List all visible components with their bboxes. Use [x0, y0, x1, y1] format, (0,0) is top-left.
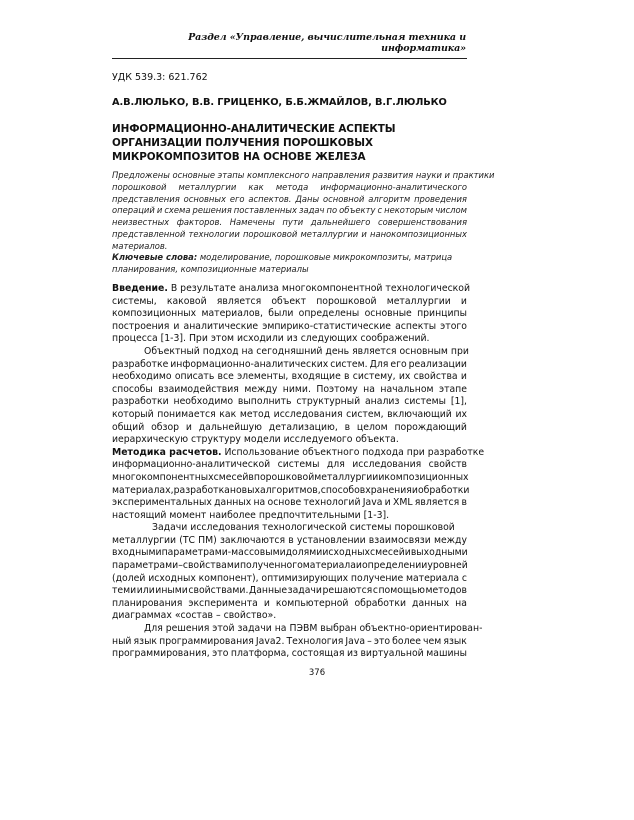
word: методов — [425, 585, 467, 597]
word: и — [156, 205, 163, 216]
word: с — [461, 572, 467, 584]
word: детализацию, — [268, 421, 338, 433]
word: виртуальной — [360, 648, 424, 660]
word: представленной — [112, 228, 186, 239]
body-line — [112, 296, 467, 309]
word: порошковой — [242, 228, 298, 239]
word: системы — [277, 459, 320, 471]
word: числом — [435, 205, 467, 216]
word: реализации — [408, 358, 467, 370]
word: полученного — [239, 560, 303, 572]
running-header: Раздел «Управление, вычислительная техника и информатика» — [188, 32, 466, 54]
word: неизвестных — [112, 217, 170, 228]
word: свойствами. — [188, 585, 249, 597]
word: более — [392, 635, 421, 647]
word: - — [227, 547, 232, 559]
word: аспекты — [395, 320, 437, 332]
word: является — [414, 497, 460, 509]
word: помощью — [378, 585, 425, 597]
word: все — [217, 371, 234, 383]
intro-label: Введение. — [112, 283, 168, 294]
word: металлургии — [178, 181, 237, 192]
word: разработка — [173, 484, 230, 496]
word: и — [460, 371, 467, 383]
word: Для — [369, 358, 389, 370]
word: их — [455, 408, 467, 420]
word: Java2. — [255, 635, 285, 647]
word: разработке — [112, 358, 169, 370]
body-line: процесса [1-3]. При этом исходили из следующих соображений. — [112, 333, 430, 345]
keywords-label: Ключевые слова: — [112, 252, 198, 262]
header-rule — [112, 58, 467, 59]
word: построения — [112, 320, 170, 332]
word: некоторым — [384, 205, 434, 216]
word: в — [344, 371, 350, 383]
word: язык — [443, 635, 467, 647]
body-line: Для решения этой задачи на ПЭВМ выбран объектно-ориентирован- — [144, 623, 483, 635]
word: ПМ) — [198, 534, 217, 546]
word: включающий — [387, 408, 452, 420]
body-line — [112, 359, 467, 372]
body-line — [112, 648, 467, 661]
word: – — [367, 635, 372, 647]
word: как — [219, 408, 237, 420]
word: в — [461, 497, 467, 509]
word: ними. — [282, 383, 311, 395]
keywords — [112, 252, 467, 276]
word: чем — [423, 635, 442, 647]
word: и — [460, 295, 467, 307]
word: решаются — [322, 585, 373, 597]
word: способов — [320, 484, 366, 496]
word: порождающий — [394, 421, 467, 433]
word: и — [411, 484, 418, 496]
word: и — [384, 497, 391, 509]
word: или — [136, 585, 155, 597]
word: установлении — [296, 534, 366, 546]
word: композиционных — [384, 471, 469, 483]
body-line — [112, 459, 467, 472]
word: исходных — [322, 547, 371, 559]
word: смесей — [213, 471, 249, 483]
word: аспектов. — [248, 193, 292, 204]
word: пути — [282, 217, 304, 228]
word: обработки — [354, 597, 406, 609]
word: операций — [112, 205, 155, 216]
word: экспериментальных — [112, 497, 212, 509]
word: начальном — [380, 383, 434, 395]
word: порошковой — [112, 181, 167, 192]
word: Поэтому — [316, 383, 358, 395]
word: системы, — [112, 295, 157, 307]
word: каковой — [166, 295, 207, 307]
word: анализ — [364, 396, 400, 408]
word: получение — [350, 572, 404, 584]
word: – — [178, 560, 183, 572]
word: эксперимента — [188, 597, 258, 609]
word: XML — [392, 497, 413, 509]
word: который — [112, 408, 154, 420]
abstract-line — [112, 217, 467, 229]
body-line — [112, 598, 467, 611]
word: информационно-аналитического — [320, 181, 467, 192]
word: с — [377, 205, 383, 216]
word: на — [455, 597, 467, 609]
word: планирования — [112, 597, 183, 609]
word: Java — [362, 497, 383, 509]
word: целом — [356, 421, 388, 433]
word: в — [344, 421, 351, 433]
word: (ТС — [179, 534, 196, 546]
title-line: ИНФОРМАЦИОННО-АНАЛИТИЧЕСКИЕ АСПЕКТЫ — [112, 123, 396, 135]
word: на — [363, 383, 375, 395]
word: основные — [364, 308, 412, 320]
word: системы — [404, 396, 446, 408]
word: порошковой — [316, 295, 377, 307]
body-line: иерархическую структуру модели исследуемого объекта. — [112, 434, 399, 446]
word: исследования — [352, 459, 422, 471]
word: входящие — [291, 371, 341, 383]
body-line — [112, 484, 470, 498]
word: по — [326, 205, 338, 216]
abstract-line: Предложены основные этапы комплексного направления развития науки и практики — [112, 170, 495, 180]
body-line: Задачи исследования технологической системы порошковой — [152, 522, 455, 534]
word: это — [212, 648, 229, 660]
word: с — [372, 585, 378, 597]
body-line — [112, 585, 467, 598]
word: металлургии — [112, 534, 177, 546]
abstract-line — [112, 194, 467, 206]
word: его — [390, 358, 407, 370]
word: свойства — [413, 371, 458, 383]
word: принципы — [417, 308, 467, 320]
word: Намечены — [229, 217, 275, 228]
body-line: настоящий момент наиболее предпочтительными [1-3]. — [112, 509, 390, 521]
word: и — [173, 320, 180, 332]
word: материалах, — [112, 484, 174, 496]
word: свойствами — [182, 560, 240, 572]
keywords-text: планирования, композиционные материалы — [112, 263, 309, 274]
word: обработки — [417, 484, 470, 496]
word: (долей — [112, 572, 146, 584]
word: программирования, — [112, 648, 210, 660]
word: взаимодействия — [158, 383, 239, 395]
word: и — [361, 228, 367, 239]
body-line — [112, 560, 467, 573]
word: металлургии — [386, 295, 451, 307]
word: массовыми — [231, 547, 286, 559]
word: многокомпонентных — [112, 471, 214, 483]
article-title — [112, 122, 452, 164]
word: между — [433, 534, 467, 546]
word: параметрами — [112, 560, 179, 572]
page-number: 376 — [308, 668, 326, 678]
word: машины — [426, 648, 467, 660]
word: понимается — [157, 408, 216, 420]
word: дальнейшего — [310, 217, 371, 228]
word: алгоритмов, — [259, 484, 321, 496]
word: этапе — [438, 383, 467, 395]
word: и — [355, 560, 362, 572]
word: язык — [133, 635, 158, 647]
word: заключаются — [219, 534, 286, 546]
word: оптимизирующих — [261, 572, 349, 584]
body-line — [112, 472, 467, 485]
word: для — [326, 459, 345, 471]
word: основной — [323, 193, 365, 204]
body-line — [112, 371, 467, 384]
word: материала — [405, 572, 460, 584]
word: алгоритм — [368, 193, 411, 204]
authors: А.В.ЛЮЛЬКО, В.В. ГРИЦЕНКО, Б.Б.ЖМАЙЛОВ, В.Г.ЛЮЛЬКО — [112, 97, 447, 108]
word: долями — [285, 547, 323, 559]
body-line — [112, 321, 467, 334]
word: задачи — [287, 585, 322, 597]
word: новых — [229, 484, 260, 496]
word: металлургии — [300, 228, 359, 239]
word: определены — [298, 308, 360, 320]
body-line — [112, 497, 467, 510]
word: технологии — [188, 228, 240, 239]
word: композиционных — [112, 308, 197, 320]
intro-paragraph-first-line — [112, 283, 471, 296]
word: поставленных — [233, 205, 297, 216]
word: нанокомпозиционных — [369, 228, 467, 239]
body-line — [112, 409, 467, 422]
body-line — [112, 422, 467, 435]
word: дальнейшую — [198, 421, 262, 433]
word: необходимо — [112, 371, 172, 383]
word: задач — [299, 205, 325, 216]
word: данных — [214, 497, 252, 509]
word: основных — [183, 193, 226, 204]
word: метода — [275, 181, 309, 192]
body-line — [112, 547, 467, 560]
word: элементы, — [237, 371, 289, 383]
word: общий — [112, 421, 145, 433]
body-text: В результате анализа многокомпонентной технологической — [167, 283, 471, 294]
word: совершенствования — [378, 217, 467, 228]
word: и — [185, 421, 192, 433]
word: систем. — [330, 358, 368, 370]
abstract-line — [112, 229, 467, 241]
word: Java — [345, 635, 366, 647]
word: Даны — [295, 193, 320, 204]
word: и — [404, 547, 411, 559]
body-line — [112, 636, 467, 649]
word: этого — [440, 320, 467, 332]
word: [1], — [450, 396, 467, 408]
word: информационно-аналитической — [112, 459, 271, 471]
word: в — [288, 534, 294, 546]
word: между — [244, 383, 278, 395]
word: теми — [112, 585, 137, 597]
abstract-line — [112, 205, 467, 217]
word: металлургии — [314, 471, 379, 483]
word: является — [216, 295, 262, 307]
word: факторов. — [176, 217, 223, 228]
word: их — [398, 371, 411, 383]
abstract — [112, 170, 495, 253]
word: описать — [174, 371, 215, 383]
word: выполнить — [237, 396, 292, 408]
word: систем, — [346, 408, 384, 420]
word: Данные — [248, 585, 288, 597]
word: метод — [239, 408, 271, 420]
word: представления — [112, 193, 180, 204]
word: Технология — [286, 635, 344, 647]
word: разработки — [112, 396, 169, 408]
word: и — [263, 597, 270, 609]
word: уровней — [427, 560, 468, 572]
word: схема — [164, 205, 191, 216]
word: параметрами — [161, 547, 228, 559]
body-line — [112, 396, 467, 409]
body-line — [112, 384, 467, 397]
body-line — [112, 308, 467, 321]
word: необходимо — [173, 396, 234, 408]
word: состоящая — [291, 648, 345, 660]
word: исследования — [273, 408, 343, 420]
word: информационно-аналитических — [170, 358, 329, 370]
word: входными — [112, 547, 162, 559]
word: исходных — [148, 572, 196, 584]
title-line: ОРГАНИЗАЦИИ ПОЛУЧЕНИЯ ПОРОШКОВЫХ — [112, 137, 373, 149]
word: основе — [267, 497, 302, 509]
word: смесей — [370, 547, 405, 559]
abstract-line: материалов. — [112, 240, 168, 251]
word: в — [248, 471, 254, 483]
word: материала — [302, 560, 356, 572]
word: иными — [155, 585, 188, 597]
title-line: МИКРОКОМПОЗИТОВ НА ОСНОВЕ ЖЕЛЕЗА — [112, 151, 366, 163]
word: способы — [112, 383, 153, 395]
word: систему, — [352, 371, 396, 383]
word: материалов, — [201, 308, 263, 320]
word: свойств — [428, 459, 467, 471]
word: хранения — [365, 484, 412, 496]
word: объект — [271, 295, 307, 307]
method-label: Методика расчетов. — [112, 446, 222, 458]
article-body — [112, 283, 485, 661]
word: структурный — [296, 396, 361, 408]
word: ный — [112, 635, 132, 647]
word: платформа, — [230, 648, 290, 660]
body-line: Объектный подход на сегодняшний день является основным при — [144, 345, 469, 357]
word: данных — [412, 597, 450, 609]
word: как — [248, 181, 264, 192]
method-paragraph-first-line — [112, 446, 485, 460]
word: были — [268, 308, 294, 320]
word: аналитические — [183, 320, 259, 332]
word: порошковой — [253, 471, 315, 483]
word: его — [229, 193, 245, 204]
word: решения — [192, 205, 232, 216]
udc-code: УДК 539.3: 621.762 — [112, 72, 208, 83]
keywords-text: моделирование, порошковые микрокомпозиты, матрица — [197, 252, 453, 262]
word: из — [346, 648, 358, 660]
word: на — [253, 497, 266, 509]
word: проведения — [414, 193, 467, 204]
body-text: Использование объектного подхода при разработке — [221, 446, 485, 458]
word: определении — [361, 560, 428, 572]
word: компьютерной — [275, 597, 349, 609]
body-line — [112, 573, 467, 586]
word: технологий — [303, 497, 361, 509]
word: взаимосвязи — [368, 534, 431, 546]
word: выходными — [410, 547, 468, 559]
word: эмпирико-статистические — [262, 320, 392, 332]
body-line — [112, 535, 467, 548]
word: и — [378, 471, 385, 483]
word: объекту — [339, 205, 376, 216]
word: компонент), — [198, 572, 259, 584]
word: обзор — [151, 421, 180, 433]
word: это — [373, 635, 391, 647]
word: программирования — [159, 635, 254, 647]
body-line: диаграммах «состав – свойство». — [112, 610, 277, 622]
abstract-line — [112, 182, 467, 194]
